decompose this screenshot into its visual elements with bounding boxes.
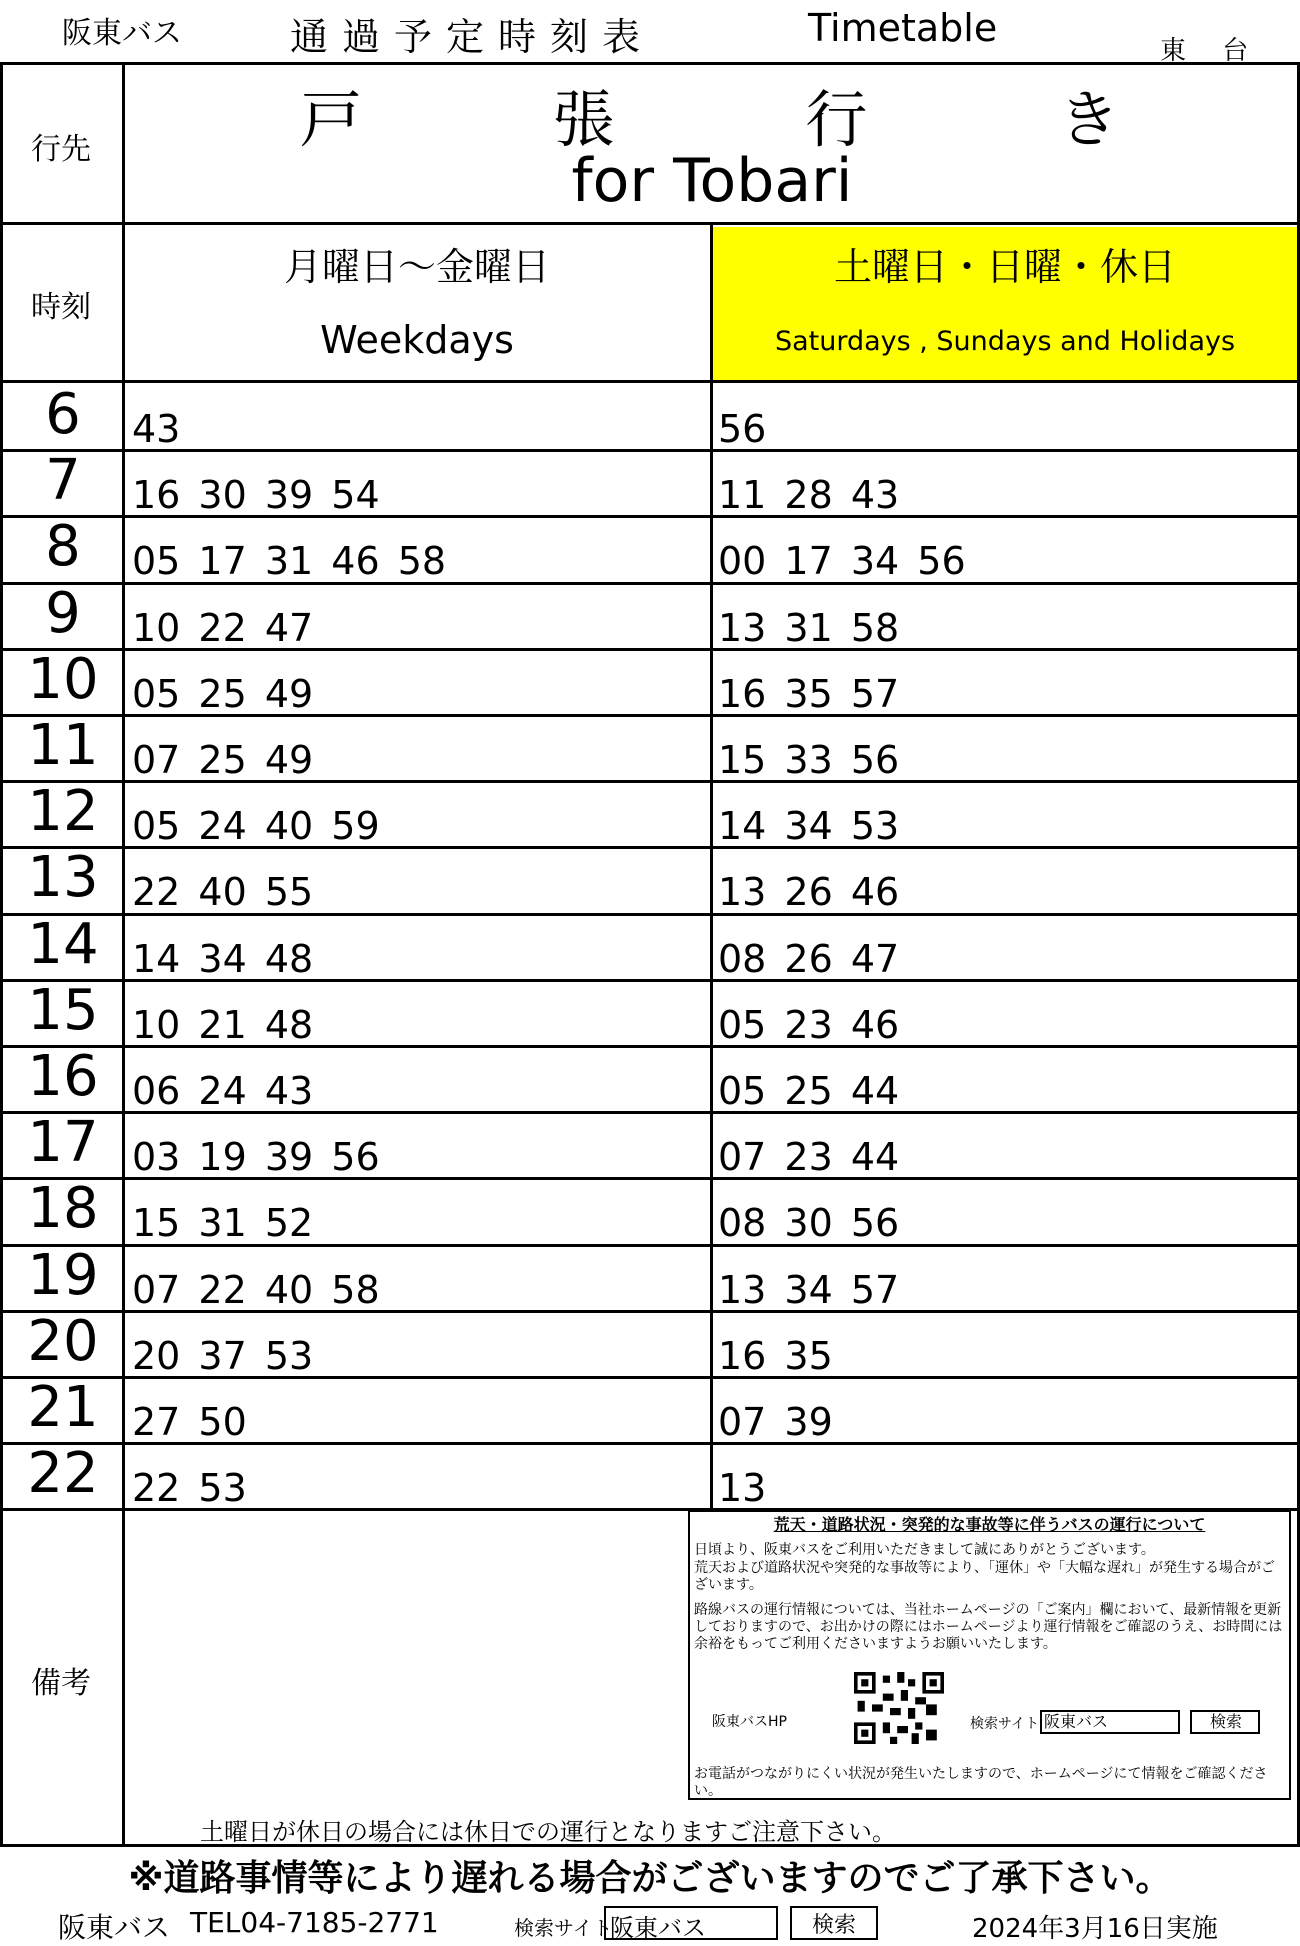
weekday-minutes: 10 22 47 [132,605,314,650]
hour-row-divider [0,1111,1300,1114]
weekday-minutes: 10 21 48 [132,1002,314,1047]
hour-label: 21 [27,1375,99,1440]
holiday-minutes: 16 35 [718,1333,833,1378]
hour-row-divider [0,582,1300,585]
hour-label: 12 [27,779,99,845]
holiday-minutes: 08 30 56 [718,1201,900,1246]
destination-en: for Tobari [571,146,853,216]
hour-row-divider [0,1376,1300,1379]
notice-text-4: お電話がつながりにくい状況が発生いたしますので、ホームページにて情報をご確認ください。 [694,1766,1268,1799]
hour-row-divider [0,1045,1300,1048]
search-site-label: 検索サイト [970,1716,1040,1732]
divider-columns [0,380,1300,383]
footer-search-button[interactable]: 検索 [790,1906,878,1940]
stop-name: 東 台 [1160,36,1263,66]
hour-label: 17 [27,1110,99,1176]
timetable-title-en: Timetable [808,6,998,50]
weekday-minutes: 07 25 49 [132,738,314,782]
hour-label: 13 [27,845,99,911]
weekday-minutes: 27 50 [132,1400,247,1444]
weekday-minutes: 03 19 39 56 [132,1135,380,1180]
notice-text-3: 路線バスの運行情報については、当社ホームページの「ご案内」欄において、最新情報を更新しておりますので、お出かけの際にはホームページより運行情報をご確認のうえ、お時間には余裕をもってご利用くださいますようお願いいたします。 [694,1602,1283,1652]
hour-label: 19 [27,1242,99,1308]
footer-company: 阪東バス [58,1911,171,1944]
holiday-minutes: 13 34 57 [718,1267,900,1312]
hp-label: 阪東バスHP [712,1714,787,1730]
hour-label: 6 [45,382,81,447]
hour-label: 22 [27,1441,99,1507]
hour-row-divider [0,449,1300,452]
hour-row-divider [0,714,1300,717]
holiday-minutes: 14 34 53 [718,804,900,849]
remarks-label: 備考 [31,1666,91,1701]
weekday-minutes: 22 40 55 [132,870,314,915]
weekday-minutes: 14 34 48 [132,936,314,981]
divider-destination [0,222,1300,225]
hour-label: 7 [45,448,81,514]
holiday-minutes: 00 17 34 56 [718,539,966,584]
holiday-minutes: 13 31 58 [718,605,900,650]
weekday-minutes: 05 24 40 59 [132,804,380,849]
hour-row-divider [0,979,1300,982]
hour-row-divider [0,846,1300,849]
hour-label: 18 [27,1176,99,1242]
hour-row-divider [0,1244,1300,1247]
footer-search-input[interactable]: 阪東バス [604,1906,778,1940]
holiday-note: 土曜日が休日の場合には休日での運行となりますご注意下さい。 [200,1818,896,1846]
hour-row-divider [0,780,1300,783]
destination-char: 戸 [300,83,363,156]
weekday-minutes: 07 22 40 58 [132,1267,380,1312]
search-button[interactable]: 検索 [1190,1710,1260,1734]
holiday-minutes: 15 33 56 [718,738,900,782]
holiday-minutes: 07 23 44 [718,1135,900,1180]
notice-text-1: 日頃より、阪東バスをご利用いただきまして誠にありがとうございます。 [694,1542,1155,1558]
notice-text-2: 荒天および道路状況や突発的な事故等により、「運休」や「大幅な遅れ」が発生する場合がございます。 [694,1560,1275,1593]
weekday-minutes: 05 25 49 [132,671,314,716]
hour-label: 16 [27,1044,99,1109]
weekday-header-ja: 月曜日～金曜日 [283,245,550,289]
holiday-minutes: 05 25 44 [718,1069,900,1113]
qr-code-icon[interactable] [854,1672,944,1744]
destination-char: き [1057,83,1120,156]
hour-row-divider [0,648,1300,651]
time-label: 時刻 [31,290,91,325]
weekday-minutes: 15 31 52 [132,1201,314,1246]
page-header [0,0,1300,66]
destination-char: 行 [805,83,868,156]
holiday-minutes: 13 [718,1466,767,1511]
hour-row-divider [0,515,1300,518]
destination-label: 行先 [31,132,91,167]
holiday-minutes: 13 26 46 [718,870,900,915]
hour-row-divider [0,913,1300,916]
hour-label: 15 [27,977,99,1043]
holiday-minutes: 56 [718,407,767,451]
holiday-minutes: 07 39 [718,1400,833,1444]
holiday-header-ja: 土曜日・日曜・休日 [833,245,1176,289]
weekday-minutes: 43 [132,407,181,451]
hour-label: 11 [27,713,99,778]
hour-row-divider [0,1177,1300,1180]
hour-label: 20 [27,1308,99,1374]
holiday-minutes: 05 23 46 [718,1002,900,1047]
holiday-minutes: 11 28 43 [718,473,900,518]
holiday-minutes: 16 35 57 [718,671,900,716]
company-name: 阪東バス [62,16,182,51]
hour-label: 10 [27,646,99,712]
page-footer [0,1902,1300,1942]
timetable-title: 通過予定時刻表 [290,15,655,59]
holiday-header-en: Saturdays , Sundays and Holidays [774,326,1236,357]
hour-row-divider [0,1310,1300,1313]
day-column-divider [710,225,713,1510]
hour-label: 9 [45,580,81,646]
weekday-minutes: 22 53 [132,1466,247,1511]
effective-date: 2024年3月16日実施 [972,1914,1218,1944]
destination-char: 張 [552,83,615,156]
footer-tel: TEL04-7185-2771 [190,1906,439,1939]
weekday-minutes: 20 37 53 [132,1333,314,1378]
weekday-header-en: Weekdays [320,318,514,362]
operation-notice [688,1510,1291,1800]
notice-title: 荒天・道路状況・突発的な事故等に伴うバスの運行について [773,1515,1206,1534]
hour-label: 8 [45,514,81,580]
weekday-minutes: 05 17 31 46 58 [132,539,447,584]
weekday-minutes: 16 30 39 54 [132,473,380,518]
search-input[interactable]: 阪東バス [1040,1710,1180,1734]
footer-search-site-label: 検索サイト [514,1916,613,1940]
weekday-minutes: 06 24 43 [132,1069,314,1113]
delay-warning: ※道路事情等により遅れる場合がございますのでご了承下さい。 [128,1858,1172,1899]
holiday-minutes: 08 26 47 [718,936,900,981]
hour-row-divider [0,1442,1300,1445]
hour-label: 14 [27,911,99,977]
